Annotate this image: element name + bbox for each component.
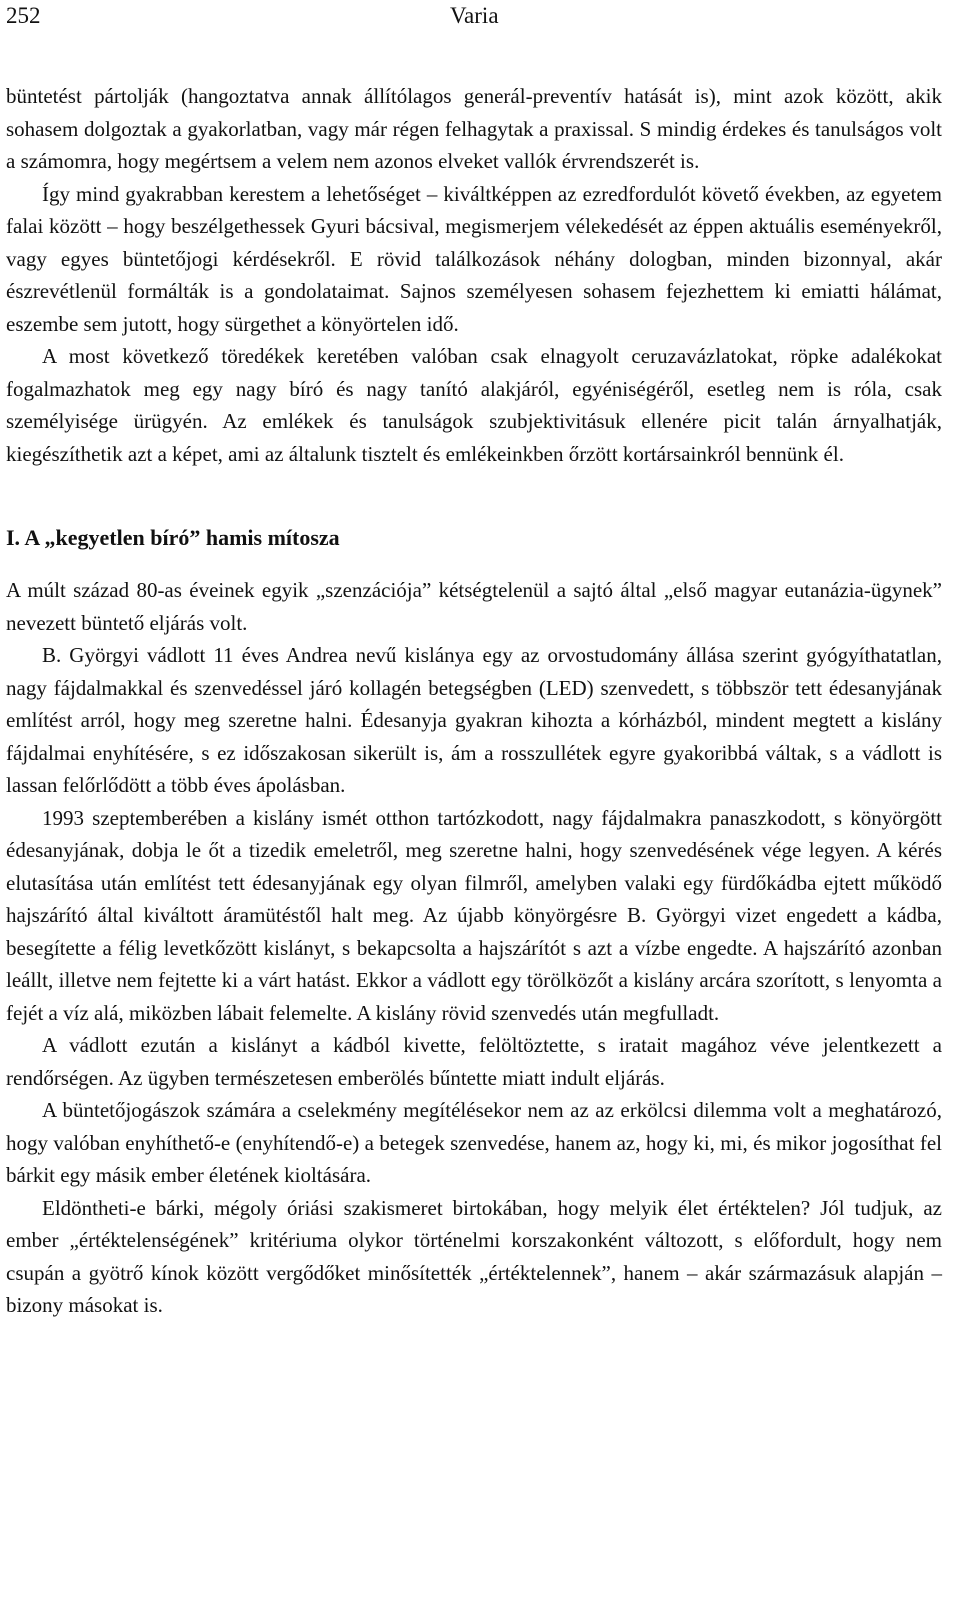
paragraph: A múlt század 80-as éveinek egyik „szenzációja” kétségtelenül a sajtó által „első magyar eutanázia-ügynek” nevezett büntető eljárás volt. bbox=[6, 578, 942, 635]
paragraph: 1993 szeptemberében a kislány ismét otthon tartózkodott, nagy fájdalmakra panaszkodott, s könyörgött édesanyjának, dobja le őt a tizedik emeletről, meg szeretne halni, hogy szenvedésének vége legyen. A kérés elutasítása után említést tett édesanyjának egy olyan filmről, amelyben valaki egy fürdőkádba ejtett működő hajszárító által kiváltott áramütéstől halt meg. Az újabb könyörgésre B. Györgyi vizet engedett a kádba, besegítette a félig levetkőzött kislányt, s bekapcsolta a hajszárítót s azt a vízbe engedte. A hajszárító azonban leállt, illetve nem fejtette ki a várt hatást. Ekkor a vádlott egy törölközőt a kislány arcára szorított, s lenyomta a fejét a víz alá, miközben lábait felemelte. A kislány rövid szenvedés után megfulladt. bbox=[6, 805, 942, 1025]
paragraph: B. Györgyi vádlott 11 éves Andrea nevű kislánya egy az orvostudomány állása szerint gyógyíthatatlan, nagy fájdalmakkal és szenvedéssel járó kollagén betegségben (LED) szenvedett, s többször tett édesanyjának említést arról, hogy meg szeretne halni. Édesanyja gyakran kihozta a kórházból, mindent megtett a kislány fájdalmai enyhítésére, s ez időszakosan sikerült is, ám a rosszullétek egyre gyakoribbá váltak, s a vádlott is lassan felőrlődött a több éves ápolásban. bbox=[6, 643, 942, 797]
section-text bbox=[6, 574, 942, 1322]
paragraph: A büntetőjogászok számára a cselekmény megítélésekor nem az az erkölcsi dilemma volt a meghatározó, hogy valóban enyhíthető-e (enyhítendő-e) a betegek szenvedése, hanem az, hogy ki, mi, és mikor jogosíthat fel bárkit egy másik ember életének kioltására. bbox=[6, 1098, 942, 1187]
running-header bbox=[6, 0, 942, 40]
section-title: Varia bbox=[450, 3, 499, 28]
paragraph: Eldöntheti-e bárki, mégoly óriási szakismeret birtokában, hogy melyik élet értéktelen? Jól tudjuk, az ember „értéktelenségének” kritériuma olykor történelmi korszakonként változott, s előfordult, hogy nem csupán a gyötrő kínok között vergődőket minősítették „értéktelennek”, hanem – akár származásuk alapján – bizony másokat is. bbox=[6, 1195, 942, 1317]
paragraph: A most következő töredékek keretében valóban csak elnagyolt ceruzavázlatokat, röpke adalékokat fogalmazhatok meg egy nagy bíró és nagy tanító alakjáról, egyéniségéről, esetleg nem is róla, csak személyisége ürügyén. Az emlékek és tanulságok szubjektivitásuk ellenére picit talán árnyalhatják, kiegészíthetik azt a képet, ami az általunk tisztelt és emlékeinkben őrzött kortársainkról bennünk él. bbox=[6, 344, 942, 466]
paragraph: Így mind gyakrabban kerestem a lehetőséget – kiváltképpen az ezredfordulót követő években, az egyetem falai között – hogy beszélgethessek Gyuri bácsival, megismerjem vélekedését az éppen aktuális eseményekről, vagy egyes büntetőjogi kérdésekről. E rövid találkozások néhány dologban, minden bizonnyal, akár észrevétlenül formálták is a gondolataimat. Sajnos személyesen sohasem fejezhettem ki emiatti hálámat, eszembe sem jutott, hogy sürgethet a könyörtelen idő. bbox=[6, 181, 942, 336]
section-heading: I. A „kegyetlen bíró” hamis mítosza bbox=[6, 525, 340, 550]
intro-text bbox=[6, 80, 942, 470]
document-page bbox=[6, 0, 942, 1322]
paragraph: A vádlott ezután a kislányt a kádból kivette, felöltöztette, s iratait magához véve jelentkezett a rendőrségen. Az ügyben természetesen emberölés bűntette miatt indult eljárás. bbox=[6, 1033, 942, 1090]
paragraph: büntetést pártolják (hangoztatva annak állítólagos generál-preventív hatását is), mint azok között, akik sohasem dolgoztak a gyakorlatban, vagy már régen felhagytak a praxissal. S mindig érdekes és tanulságos volt a számomra, hogy megértsem a velem nem azonos elveket vallók érvrendszerét is. bbox=[6, 84, 942, 173]
page-number: 252 bbox=[6, 3, 41, 28]
